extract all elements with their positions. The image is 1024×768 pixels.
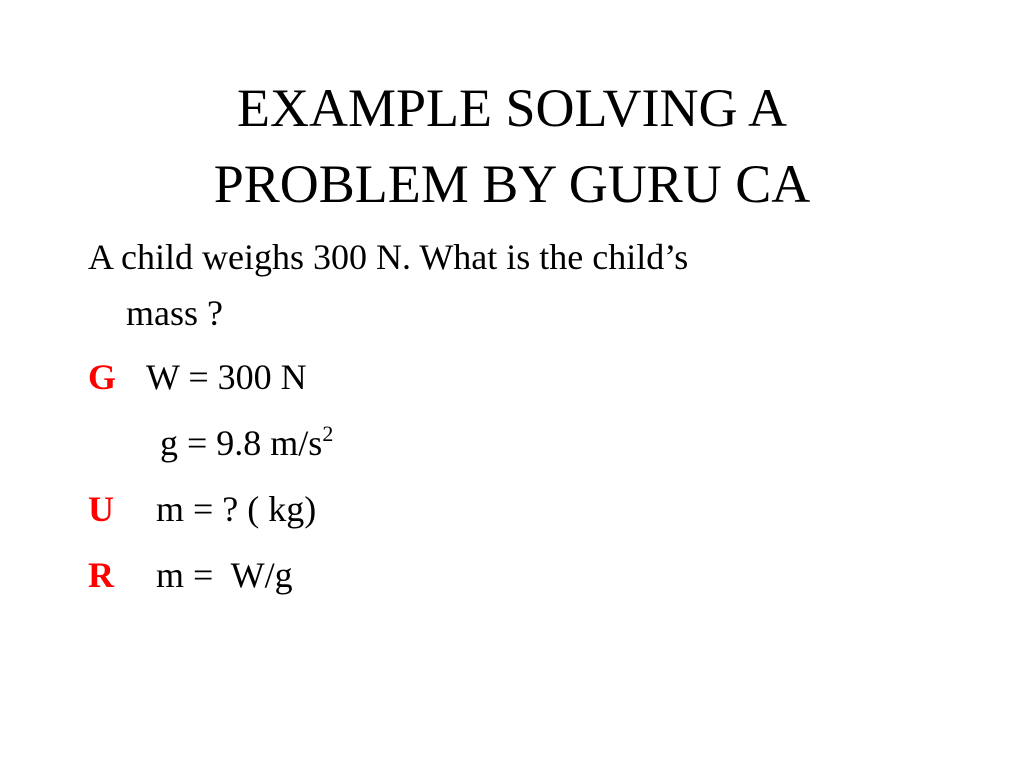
unknown-letter: U — [88, 489, 114, 529]
given-weight: W = 300 N — [146, 357, 307, 397]
title-line-2: PROBLEM BY GURU CA — [213, 154, 811, 214]
title-line-1: EXAMPLE SOLVING A — [236, 78, 788, 138]
question-line-2: mass ? — [126, 293, 223, 333]
given-row — [88, 356, 307, 398]
required-letter: R — [88, 555, 114, 595]
given-letter: G — [88, 357, 117, 397]
required-row — [88, 554, 293, 596]
slide-title — [0, 70, 1024, 222]
given-gravity-row — [160, 422, 333, 464]
required-text: m = W/g — [156, 555, 293, 595]
given-gravity-exponent: 2 — [322, 421, 334, 446]
unknown-row — [88, 488, 316, 530]
unknown-text: m = ? ( kg) — [156, 489, 317, 529]
given-gravity: g = 9.8 m/s — [160, 423, 323, 463]
question-line-1: A child weighs 300 N. What is the child’s — [88, 237, 689, 277]
